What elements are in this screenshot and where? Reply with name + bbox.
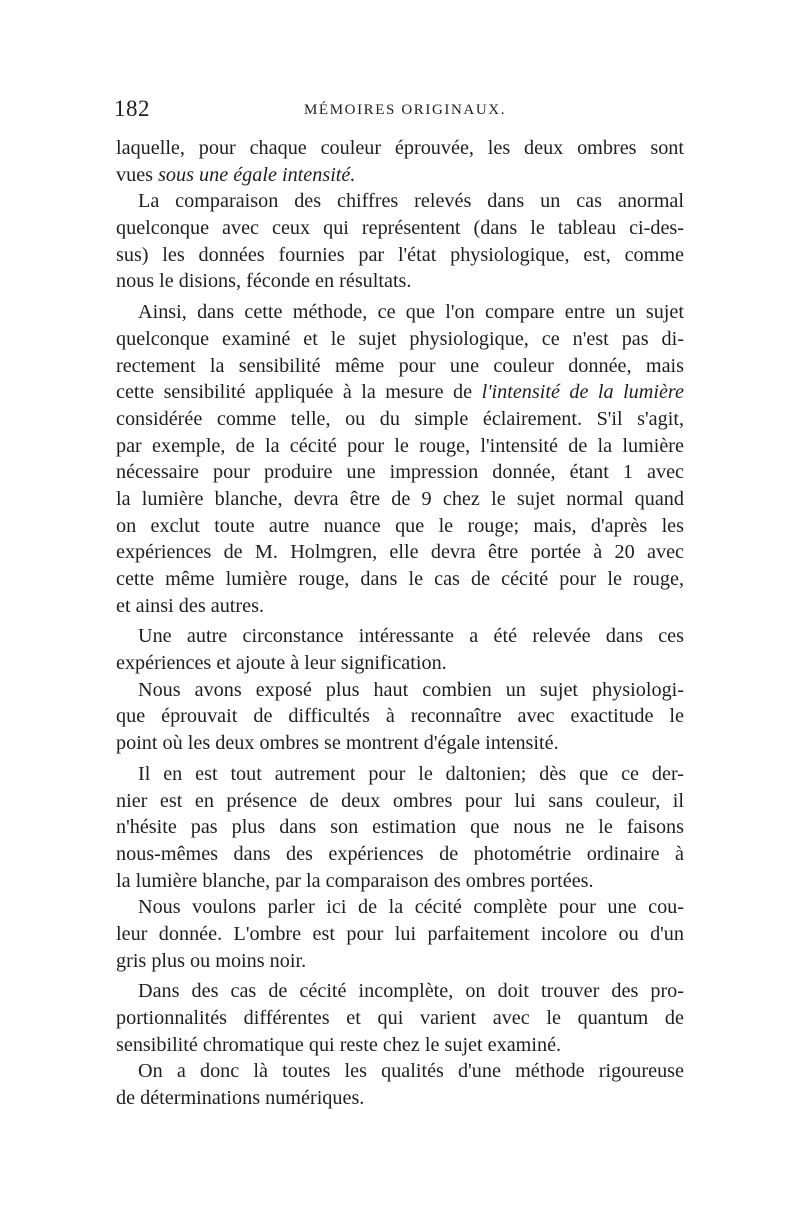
page-header [114, 96, 684, 126]
text-line: point où les deux ombres se montrent d'égale intensité. [116, 732, 559, 755]
body-text [116, 135, 684, 1112]
text-line: Nous avons exposé plus haut combien un sujet physiologi- [138, 678, 684, 701]
text-line: de déterminations numériques. [116, 1087, 365, 1110]
text-line: on exclut toute autre nuance que le rouge; mais, d'après les [116, 514, 684, 537]
paragraph [116, 677, 684, 757]
text-line: portionnalités différentes et qui varient avec le quantum de [116, 1007, 684, 1029]
paragraph [116, 135, 684, 188]
text-line: la lumière blanche, devra être de 9 chez le sujet normal quand [116, 487, 684, 510]
text-line: expériences de M. Holmgren, elle devra être portée à 20 avec [116, 541, 684, 564]
text-line: quelconque examiné et le sujet physiologique, ce n'est pas di- [116, 327, 684, 350]
text-line: gris plus ou moins noir. [116, 949, 307, 972]
text-line: considérée comme telle, ou du simple éclairement. S'il s'agit, [116, 407, 684, 430]
text-line: leur donnée. L'ombre est pour lui parfaitement incolore ou d'un [116, 922, 684, 945]
paragraph [116, 761, 684, 894]
paragraph [116, 894, 684, 974]
text-line: rectement la sensibilité même pour une couleur donnée, mais [116, 354, 684, 377]
text-span: vues [116, 163, 159, 186]
paragraph [116, 623, 684, 676]
text-line: nécessaire pour produire une impression donnée, étant 1 avec [116, 461, 684, 484]
text-line: Nous voulons parler ici de la cécité complète pour une cou- [138, 896, 684, 919]
text-line: Dans des cas de cécité incomplète, on doit trouver des pro- [138, 980, 684, 1003]
text-line: nous le disions, féconde en résultats. [116, 270, 412, 293]
paragraph [116, 978, 684, 1058]
text-line: et ainsi des autres. [116, 594, 264, 617]
text-line: la lumière blanche, par la comparaison des ombres portées. [116, 869, 594, 892]
text-line: cette même lumière rouge, dans le cas de cécité pour le rouge, [116, 568, 684, 590]
paragraph [116, 188, 684, 295]
text-line: sus) les données fournies par l'état physiologique, est, comme [116, 243, 684, 266]
text-line: Une autre circonstance intéressante a été relevée dans ces [138, 625, 684, 648]
text-line: La comparaison des chiffres relevés dans un cas anormal [138, 190, 684, 213]
text-line: nous-mêmes dans des expériences de photométrie ordinaire à [116, 842, 684, 865]
text-line: sensibilité chromatique qui reste chez le sujet examiné. [116, 1033, 562, 1056]
text-line: Ainsi, dans cette méthode, ce que l'on compare entre un sujet [138, 301, 684, 324]
text-span: cette sensibilité appliquée à la mesure de [116, 381, 482, 404]
text-line: par exemple, de la cécité pour le rouge, l'intensité de la lumière [116, 434, 684, 457]
text-line: n'hésite pas plus dans son estimation que nous ne le faisons [116, 816, 684, 839]
italic-text: l'intensité de la lumière [481, 381, 684, 404]
text-line: expériences et ajoute à leur signification. [116, 652, 447, 675]
text-line: nier est en présence de deux ombres pour lui sans couleur, il [116, 789, 684, 812]
text-line: quelconque avec ceux qui représentent (dans le tableau ci-des- [116, 217, 684, 240]
paragraph [116, 299, 684, 619]
running-title: MÉMOIRES ORIGINAUX. [304, 102, 507, 118]
italic-text: sous une égale intensité. [158, 163, 356, 186]
text-line: laquelle, pour chaque couleur éprouvée, les deux ombres sont [116, 137, 684, 159]
text-line: que éprouvait de difficultés à reconnaître avec exactitude le [116, 705, 684, 728]
text-line: Il en est tout autrement pour le daltonien; dès que ce der- [138, 762, 684, 785]
page-number: 182 [114, 96, 150, 121]
text-line: On a donc là toutes les qualités d'une méthode rigoureuse [138, 1060, 684, 1083]
paragraph [116, 1058, 684, 1111]
text-line [116, 162, 684, 189]
text-line [116, 379, 684, 406]
